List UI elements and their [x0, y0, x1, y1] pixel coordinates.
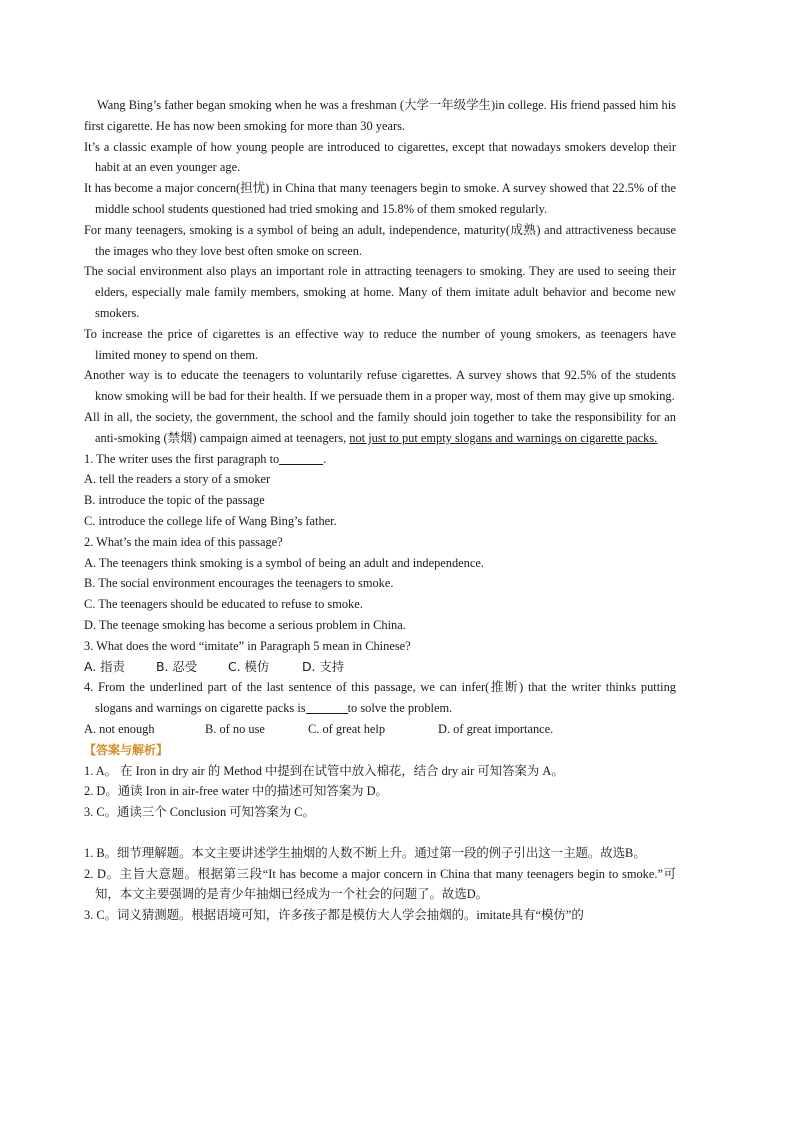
answer-3-explanation: 3. C。词义猜测题。根据语境可知，许多孩子都是模仿大人学会抽烟的。imitate具有“模仿”的 [84, 908, 584, 923]
question-3-option-d: D. 支持 [302, 658, 345, 674]
passage-paragraph-7: Another way is to educate the teenagers to voluntarily refuse cigarettes. A survey shows that 92.5% of the students know smoking will be bad for their health. If we persuade them in a proper way, most of them may give up smoking. [84, 368, 676, 404]
last-paragraph-text: All in all, the society, the government, the school and the family should join together to take the responsibility for an anti-smoking (禁烟) campaign aimed at teenagers, [84, 409, 676, 445]
question-1-end: . [323, 451, 327, 466]
question-4-option-b: B. of no use [205, 721, 265, 736]
question-4-stem [84, 677, 676, 719]
question-3-option-b: B. 忍受 [156, 658, 198, 674]
question-2-option-d: D. The teenage smoking has become a serious problem in China. [84, 617, 406, 632]
passage-paragraph-5: The social environment also plays an important role in attracting teenagers to smoking. They are used to seeing their elders, especially male family members, smoking at home. Many of them imitate adult behavior and become new smokers. [84, 264, 676, 320]
question-4-option-d: D. of great importance. [438, 721, 554, 736]
question-4-end: to solve the problem. [347, 701, 453, 716]
question-4-text: 4. From the underlined part of the last sentence of this passage, we can infer(推断) that the writer thinks putting slogans and warnings on cigarette packs is [84, 680, 676, 716]
question-3-option-a: A. 指责 [84, 658, 125, 674]
answer-1-explanation: 1. B。细节理解题。本文主要讲述学生抽烟的人数不断上升。通过第一段的例子引出这一主题。故选B。 [84, 845, 646, 860]
question-1-option-b: B. introduce the topic of the passage [84, 493, 265, 508]
answer-1-first-set: 1. A。 在 Iron in dry air 的 Method 中提到在试管中放入棉花，结合 dry air 可知答案为 A。 [84, 763, 564, 778]
answer-heading: 【答案与解析】 [84, 742, 169, 757]
question-3-stem: 3. What does the word “imitate” in Paragraph 5 mean in Chinese? [84, 638, 411, 653]
answer-2-explanation: 2. D。主旨大意题。根据第三段“It has become a major concern in China that many teenagers begin to smoke.”可知，本文主要强调的是青少年抽烟已经成为一个社会的问题了。故选D。 [84, 866, 676, 902]
question-4-option-a: A. not enough [84, 721, 155, 736]
answer-3-first-set: 3. C。通读三个 Conclusion 可知答案为 C。 [84, 805, 315, 820]
question-4-option-c: C. of great help [308, 721, 386, 736]
passage-paragraph-6: To increase the price of cigarettes is an effective way to reduce the number of young smokers, as teenagers have limited money to spend on them. [84, 326, 676, 362]
question-1-option-c: C. introduce the college life of Wang Bing’s father. [84, 513, 337, 528]
question-2-stem: 2. What’s the main idea of this passage? [84, 534, 283, 549]
question-2-option-c: C. The teenagers should be educated to refuse to smoke. [84, 597, 363, 612]
passage-paragraph-8 [84, 407, 676, 449]
question-2-option-a: A. The teenagers think smoking is a symbol of being an adult and independence. [84, 555, 484, 570]
question-2-option-b: B. The social environment encourages the teenagers to smoke. [84, 576, 394, 591]
spacer [84, 823, 676, 843]
question-1-text: 1. The writer uses the first paragraph to [84, 451, 280, 466]
question-3-option-c: C. 模仿 [228, 658, 270, 674]
passage-paragraph-1: Wang Bing’s father began smoking when he was a freshman (大学一年级学生)in college. His friend passed him his first cigarette. He has now been smoking for more than 30 years. [84, 98, 676, 133]
passage-paragraph-4: For many teenagers, smoking is a symbol of being an adult, independence, maturity(成熟) and attractiveness because the images who they love best often smoke on screen. [84, 222, 676, 258]
answer-blank [279, 450, 323, 465]
underlined-sentence: not just to put empty slogans and warnings on cigarette packs. [349, 430, 658, 445]
question-1-option-a: A. tell the readers a story of a smoker [84, 472, 271, 487]
passage-paragraph-2: It’s a classic example of how young people are introduced to cigarettes, except that nowadays smokers develop their habit at an even younger age. [84, 139, 676, 175]
question-1-stem [84, 449, 676, 470]
question-3-options [84, 657, 676, 678]
question-4-options [84, 719, 676, 740]
answer-blank-4 [306, 699, 348, 714]
passage-paragraph-3: It has become a major concern(担忧) in China that many teenagers begin to smoke. A survey showed that 22.5% of the middle school students questioned had tried smoking and 15.8% of them smoked regularly. [84, 181, 676, 216]
document-page [84, 95, 676, 926]
answer-2-first-set: 2. D。通读 Iron in air-free water 中的描述可知答案为 D。 [84, 784, 388, 799]
